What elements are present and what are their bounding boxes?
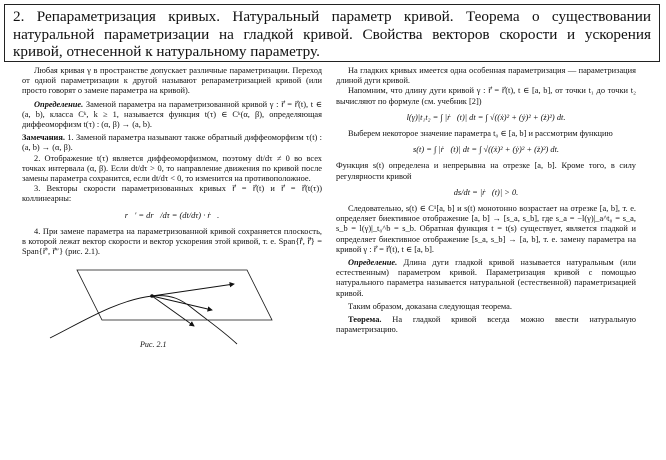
natural-parameter-definition: [336, 258, 636, 299]
curve-diagram: [22, 260, 322, 352]
formula-arc-length: l(γ)|t₁t₂ = ∫ |ṙ⃗(t)| dt = ∫ √((ẋ)² + (ẏ)² + (ż)²) dt.: [406, 112, 566, 122]
formula-s-function: s(t) = ∫ |ṙ⃗(t)| dt = ∫ √((ẋ)² + (ẏ)² + (ż)²) dt.: [412, 145, 560, 155]
remarks-paragraph: [22, 133, 322, 153]
definition-text: Заменой параметра на параметризованной кривой γ : r⃗ = r⃗(t), t ∈ (a, b), класса Cᵏ, k ≥ 1, называется функция t(τ) ∈ Cᵏ(α, β), определяющая диффеоморфизм t(τ) : (α, β) → (a, b).: [22, 99, 322, 130]
formula-velocity: r⃗′ = dr⃗/dτ = (dt/dτ) · ṙ⃗.: [124, 210, 220, 220]
remark-2: 2. Отображение t(τ) является диффеоморфизмом, поэтому dt/dτ ≠ 0 во всех точках интервала (α, β). Если dt/dτ > 0, то направление движения по кривой после замены параметра сохранится, если dt/dτ < 0, то изменится на противоположное.: [22, 153, 322, 184]
arc-length-reminder: Напомним, что длину дуги кривой γ : r⃗ = r⃗(t), t ∈ [a, b], от точки t₁ до точки t₂ вычисляют по формуле (см. учебник [2]): [336, 86, 636, 106]
arc-length-intro: На гладких кривых имеется одна особенная параметризация — параметризация длиной дуги кривой.: [336, 66, 636, 86]
remarks-label: Замечания.: [22, 133, 66, 143]
acceleration-vector: [152, 296, 212, 310]
right-column: [336, 66, 636, 335]
intro-paragraph: Любая кривая γ в пространстве допускает различные параметризации. Переход от одной параметризации к другой называют репараметризацией кривой (или просто говорят о замене параметра на кривой).: [22, 66, 322, 96]
choose-parameter: Выберем некоторое значение параметра t₀ ∈ [a, b] и рассмотрим функцию: [348, 129, 613, 139]
figure-caption: Рис. 2.1: [140, 340, 167, 350]
formula-derivative: ds/dt = |ṙ⃗(t)| > 0.: [453, 187, 519, 197]
definition-label: Определение.: [34, 99, 84, 109]
section-title-box: [4, 4, 660, 62]
continuity-paragraph: Функция s(t) определена и непрерывна на отрезке [a, b]. Кроме того, в силу регулярности кривой: [336, 161, 636, 181]
remark-1: 1. Заменой параметра называют также обратный диффеоморфизм τ(t) : (a, b) → (α, β).: [22, 133, 322, 153]
section-title: 2. Репараметризация кривых. Натуральный параметр кривой. Теорема о существовании натуральной параметризации на гладкой кривой. Свойства векторов скорости и ускорения кривой, отнесенной к натуральному параметру.: [13, 8, 651, 60]
definition-label-2: Определение.: [348, 258, 398, 268]
definition-paragraph: [22, 100, 322, 131]
left-column: [22, 66, 322, 355]
consequence-paragraph: Следовательно, s(t) ∈ C¹[a, b] и s(t) монотонно возрастает на отрезке [a, b], т. е. определяет биективное отображение [a, b] → [s_a, s_b], где s_a = −l(γ)|_a^t₀ = s_a, s_b = l(γ)|_t₀^b = s_b. Обратная функция t = t(s) существует, является гладкой и определяет биективное отображение [s_a, s_b] → [a, b], т. е. замену параметра на кривой γ : r⃗ = r⃗(t), t ∈ [a, b].: [336, 204, 636, 254]
remark-3: 3. Векторы скорости параметризованных кривых r⃗ = r⃗(t) и r⃗ = r⃗(t(τ)) коллинеарны:: [22, 184, 322, 204]
theorem-label: Теорема.: [348, 315, 382, 325]
theorem-text: На гладкой кривой всегда можно ввести натуральную параметризацию.: [336, 315, 636, 335]
theorem-paragraph: [336, 315, 636, 335]
remark-4: 4. При замене параметра на параметризованной кривой сохраняется плоскость, в которой лежат вектор скорости и вектор ускорения этой кривой, т. е. Span{ṙ⃗, r̈⃗} = Span{r⃗′, r⃗″} (рис. 2.1).: [22, 226, 322, 257]
velocity-vector: [152, 284, 234, 296]
definition-text-2: Длина дуги гладкой кривой называется натуральным (или естественным) параметром кривой. Параметризация кривой с помощью натурального параметра называется натуральной (естественной) параметризацией кривой.: [336, 258, 636, 298]
conclusion-paragraph: Таким образом, доказана следующая теорема.: [348, 301, 512, 311]
figure-2-1: [22, 260, 322, 352]
